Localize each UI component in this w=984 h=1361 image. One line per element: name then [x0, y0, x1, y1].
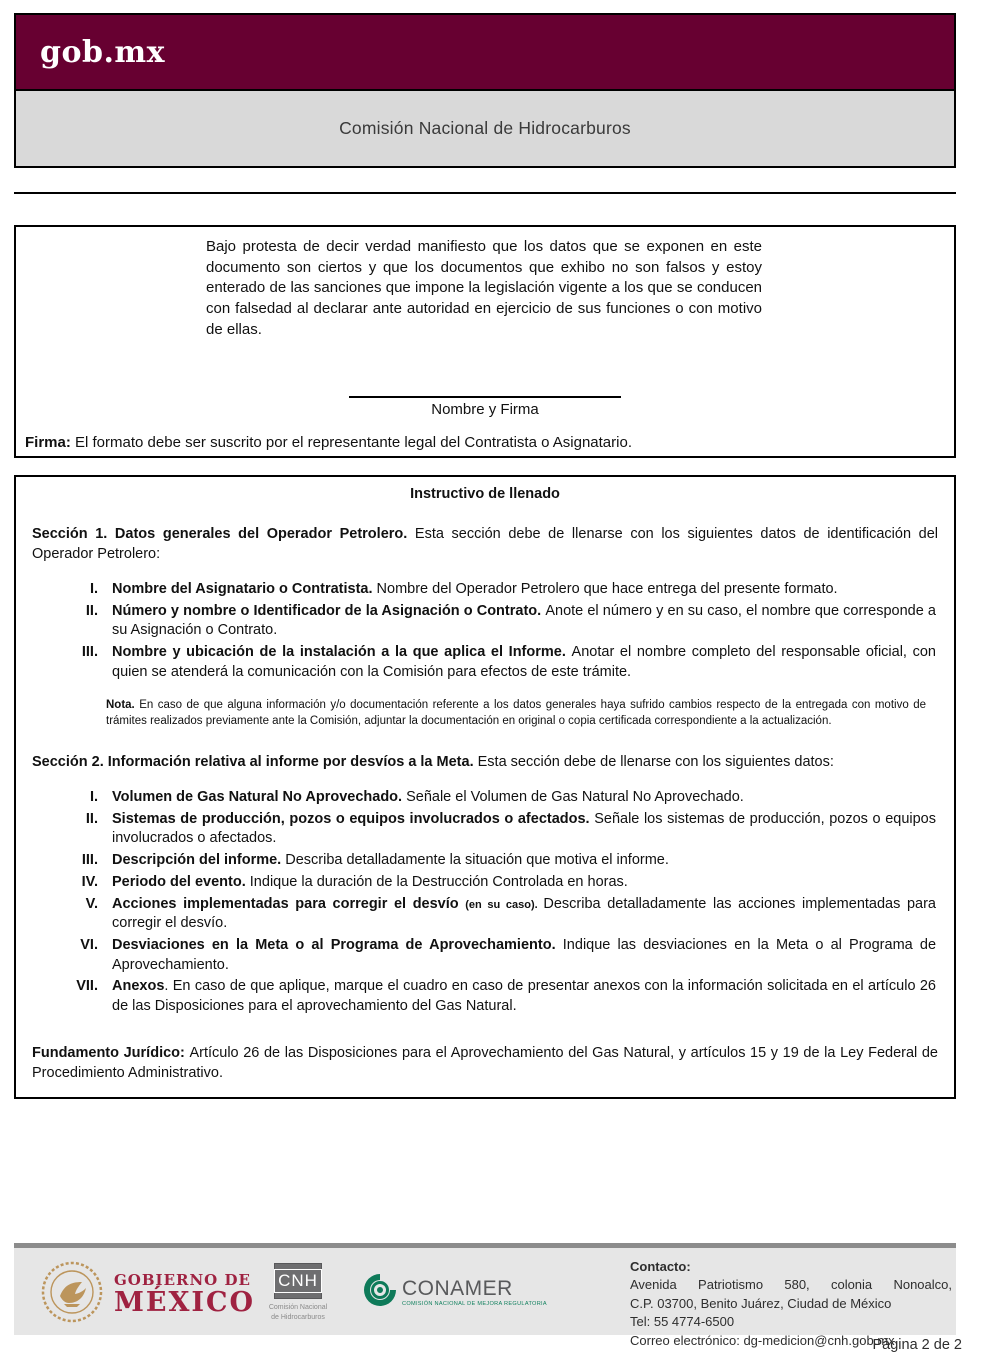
- page-number: Página 2 de 2: [872, 1337, 962, 1353]
- note-label: Nota.: [106, 698, 140, 711]
- legal-basis: Fundamento Jurídico: Artículo 26 de las Disposiciones para el Aprovechamiento del Gas Natural, y artículos 15 y 19 de la Ley Federal de Procedimiento Administrativo.: [32, 1044, 938, 1081]
- item-numeral: III.: [81, 852, 98, 869]
- header-divider: [14, 192, 956, 194]
- list-item: IV. Periodo del evento. Indique la duración de la Destrucción Controlada en horas.: [58, 873, 936, 893]
- conamer-logo: [362, 1272, 547, 1313]
- list-item: V. Acciones implementadas para corregir el desvío (en su caso). Describa detalladamente las acciones implementadas para corregir el desvío.: [58, 895, 936, 934]
- mexico-eagle-seal-icon: [40, 1260, 104, 1329]
- page-header: [14, 13, 956, 168]
- contact-phone: Tel: 55 4774-6500: [630, 1314, 735, 1330]
- list-item: III. Descripción del informe. Describa detalladamente la situación que motiva el informe.: [58, 851, 936, 871]
- item-numeral: III.: [81, 644, 98, 661]
- instructions-box: [14, 475, 956, 1099]
- conamer-logo-icon: [362, 1272, 398, 1313]
- list-item: VII. Anexos. En caso de que aplique, marque el cuadro en caso de presentar anexos con la información solicitada en el artículo 26 de las Disposiciones para el aprovechamiento del Gas Natural.: [58, 977, 936, 1016]
- signature-area: [16, 395, 954, 418]
- firma-note: [25, 434, 944, 451]
- item-numeral: VII.: [76, 978, 98, 995]
- item-numeral: V.: [85, 895, 98, 912]
- item-numeral: I.: [89, 788, 98, 805]
- institution-name: Comisión Nacional de Hidrocarburos: [339, 118, 631, 138]
- signature-caption: Nombre y Firma: [431, 401, 539, 418]
- item-numeral: II.: [85, 602, 98, 619]
- item-numeral: II.: [85, 810, 98, 827]
- item-numeral: VI.: [80, 936, 98, 953]
- list-item: I. Nombre del Asignatario o Contratista. Nombre del Operador Petrolero que hace entrega del presente formato.: [58, 580, 936, 600]
- contact-email: Correo electrónico: dg-medicion@cnh.gob.mx: [630, 1332, 895, 1348]
- item-numeral: IV.: [81, 873, 98, 890]
- list-item: III. Nombre y ubicación de la instalación a la que aplica el Informe. Anotar el nombre completo del responsable oficial, con quien se atenderá la comunicación con la Comisión para efectos de este trámite.: [58, 643, 936, 682]
- cnh-logo-subtitle: Comisión Nacional de Hidrocarburos: [268, 1304, 328, 1321]
- cnh-logo: [266, 1263, 330, 1323]
- declaration-text: Bajo protesta de decir verdad manifiesto que los datos que se exponen en este documento son ciertos y que los documentos que exhibo no son falsos y estoy enterado de las sanciones que impone la legislación vigente a los que se conducen con falsedad al declarar ante autoridad en ejercicio de sus funciones o con motivo de ellas.: [206, 238, 762, 338]
- firma-label: Firma:: [25, 434, 71, 451]
- section1-note: Nota. En caso de que alguna información y/o documentación referente a los datos generales haya sufrido cambios respecto de la entregada con motivo de trámites realizados previamente ante la Comisión, adjuntar la documentación en original o copia certificada correspondiente a la actualización.: [106, 698, 926, 728]
- signature-line: [349, 395, 621, 398]
- section1-heading: Sección 1. Datos generales del Operador Petrolero.: [32, 526, 415, 542]
- list-item: II. Número y nombre o Identificador de la Asignación o Contrato. Anote el número y en su caso, el nombre que corresponde a su Asignación o Contrato.: [58, 602, 936, 641]
- section1-intro: Sección 1. Datos generales del Operador Petrolero. Esta sección debe de llenarse con los siguientes datos de identificación del Operador Petrolero:: [32, 526, 939, 562]
- legal-basis-label: Fundamento Jurídico:: [32, 1044, 190, 1061]
- cnh-logo-icon: CNH: [274, 1263, 322, 1299]
- section2-list: [58, 788, 936, 1017]
- item-numeral: I.: [89, 581, 98, 597]
- gobmx-logo: gob.mx: [40, 34, 166, 70]
- section1-list: [58, 580, 936, 683]
- instructions-title: Instructivo de llenado: [410, 486, 560, 502]
- list-item: VI. Desviaciones en la Meta o al Programa de Aprovechamiento. Indique las desviaciones en la Meta o al Programa de Aprovechamiento.: [58, 936, 936, 975]
- institution-banner: [16, 89, 954, 166]
- conamer-wordmark: CONAMER COMISIÓN NACIONAL DE MEJORA REGULATORIA: [402, 1277, 547, 1307]
- section2-intro: Sección 2. Información relativa al informe por desvíos a la Meta. Esta sección debe de llenarse con los siguientes datos:: [32, 753, 834, 770]
- gobierno-wordmark: GOBIERNO DE MÉXICO: [114, 1271, 256, 1318]
- firma-text: El formato debe ser suscrito por el representante legal del Contratista o Asignatario.: [70, 434, 632, 451]
- list-item: I. Volumen de Gas Natural No Aprovechado. Señale el Volumen de Gas Natural No Aprovechado.: [58, 788, 936, 808]
- gobmx-banner: [16, 15, 954, 89]
- contact-label: Contacto:: [630, 1259, 691, 1274]
- contact-address-line1: Avenida Patriotismo 580, colonia Nonoalco,: [630, 1277, 952, 1293]
- declaration-box: [14, 225, 956, 458]
- list-item: II. Sistemas de producción, pozos o equipos involucrados o afectados. Señale los sistemas de producción, pozos o equipos involucrados o afectados.: [58, 810, 936, 849]
- gobierno-de-mexico-logo: [40, 1260, 255, 1329]
- contact-address-line2: C.P. 03700, Benito Juárez, Ciudad de México: [630, 1295, 892, 1311]
- section2-heading: Sección 2. Información relativa al informe por desvíos a la Meta.: [32, 753, 478, 770]
